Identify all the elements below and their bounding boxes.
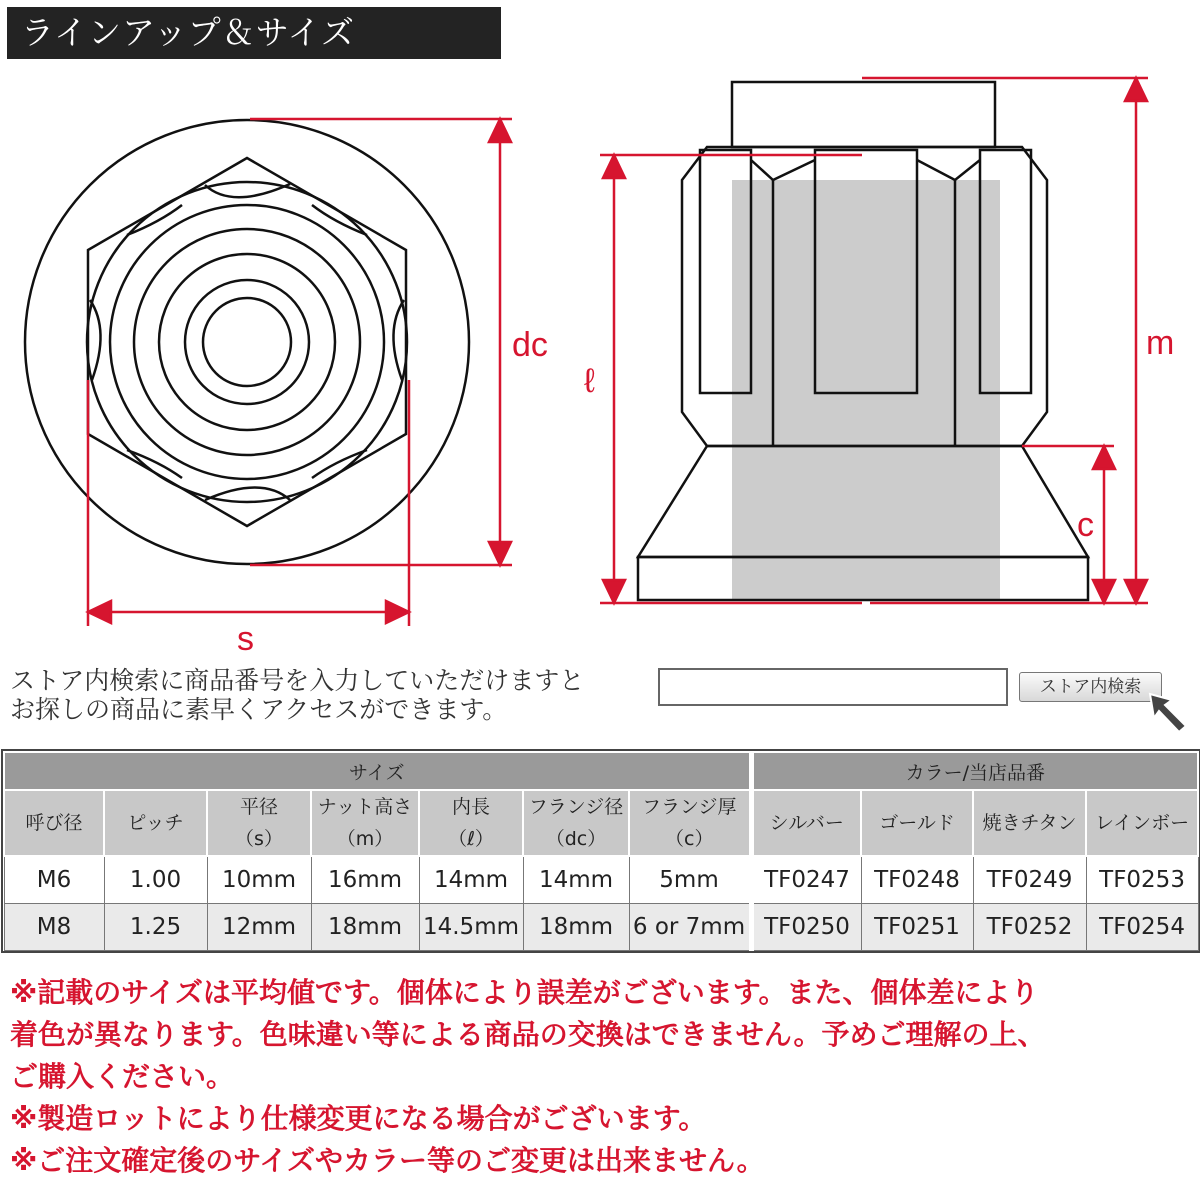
c-dimension-label: c — [1077, 506, 1094, 544]
col-header-nominal-diameter: 呼び径 — [4, 790, 104, 856]
note-line: ご購入ください。 — [10, 1060, 235, 1093]
table-cell: 6 or 7mm — [629, 904, 751, 951]
l-dimension-label: ℓ — [584, 362, 595, 400]
col-header-width-across-flats: 平径 （s） — [207, 790, 311, 856]
table-cell: 10mm — [207, 856, 311, 904]
cursor-arrow-icon — [1146, 690, 1192, 734]
product-code-cell: TF0249 — [973, 856, 1086, 904]
store-search-button[interactable]: ストア内検索 — [1019, 672, 1162, 702]
table-cell: 14mm — [523, 856, 629, 904]
product-code-cell: TF0252 — [973, 904, 1086, 951]
table-cell: M6 — [4, 856, 104, 904]
col-header-pitch: ピッチ — [104, 790, 207, 856]
table-cell: 18mm — [523, 904, 629, 951]
table-cell: 12mm — [207, 904, 311, 951]
product-code-cell: TF0253 — [1086, 856, 1198, 904]
col-header-nut-height: ナット高さ （m） — [311, 790, 419, 856]
size-spec-table — [3, 751, 1199, 951]
product-code-cell: TF0247 — [751, 856, 861, 904]
col-header-burnt-titanium: 焼きチタン — [973, 790, 1086, 856]
color-group-header: カラー/当店品番 — [751, 752, 1198, 790]
col-header-gold: ゴールド — [861, 790, 973, 856]
note-line: ※記載のサイズは平均値です。個体により誤差がございます。また、個体差により — [10, 976, 1039, 1009]
note-line: ※ご注文確定後のサイズやカラー等のご変更は出来ません。 — [10, 1144, 765, 1177]
table-cell: 1.00 — [104, 856, 207, 904]
table-cell: 16mm — [311, 856, 419, 904]
product-code-cell: TF0254 — [1086, 904, 1198, 951]
col-header-rainbow: レインボー — [1086, 790, 1198, 856]
product-code-cell: TF0248 — [861, 856, 973, 904]
store-search-input[interactable] — [658, 668, 1008, 706]
col-header-flange-thickness: フランジ厚 （c） — [629, 790, 751, 856]
note-line: 着色が異なります。色味違い等による商品の交換はできません。予めご理解の上、 — [10, 1018, 1046, 1051]
store-search-hint — [10, 666, 650, 724]
product-code-cell: TF0251 — [861, 904, 973, 951]
table-cell: M8 — [4, 904, 104, 951]
size-group-header: サイズ — [4, 752, 751, 790]
dc-dimension-label: dc — [512, 326, 548, 364]
table-row — [4, 904, 1198, 951]
search-hint-line-1: ストア内検索に商品番号を入力していただけますと — [10, 666, 585, 695]
col-header-flange-diameter: フランジ径 （dc） — [523, 790, 629, 856]
product-code-cell: TF0250 — [751, 904, 861, 951]
s-dimension-label: s — [237, 620, 254, 658]
m-dimension-label: m — [1146, 324, 1175, 362]
table-cell: 1.25 — [104, 904, 207, 951]
table-cell: 14mm — [419, 856, 523, 904]
col-header-inner-length: 内長 （ℓ） — [419, 790, 523, 856]
table-cell: 14.5mm — [419, 904, 523, 951]
section-title: ラインアップ＆サイズ — [7, 7, 501, 59]
table-row — [4, 856, 1198, 904]
nut-side-view-diagram — [560, 60, 1200, 620]
search-hint-line-2: お探しの商品に素早くアクセスができます。 — [10, 695, 508, 724]
nut-top-view-diagram — [0, 60, 560, 660]
table-cell: 18mm — [311, 904, 419, 951]
col-header-silver: シルバー — [751, 790, 861, 856]
table-cell: 5mm — [629, 856, 751, 904]
disclaimer-notes — [10, 972, 1195, 1182]
note-line: ※製造ロットにより仕様変更になる場合がございます。 — [10, 1102, 707, 1135]
